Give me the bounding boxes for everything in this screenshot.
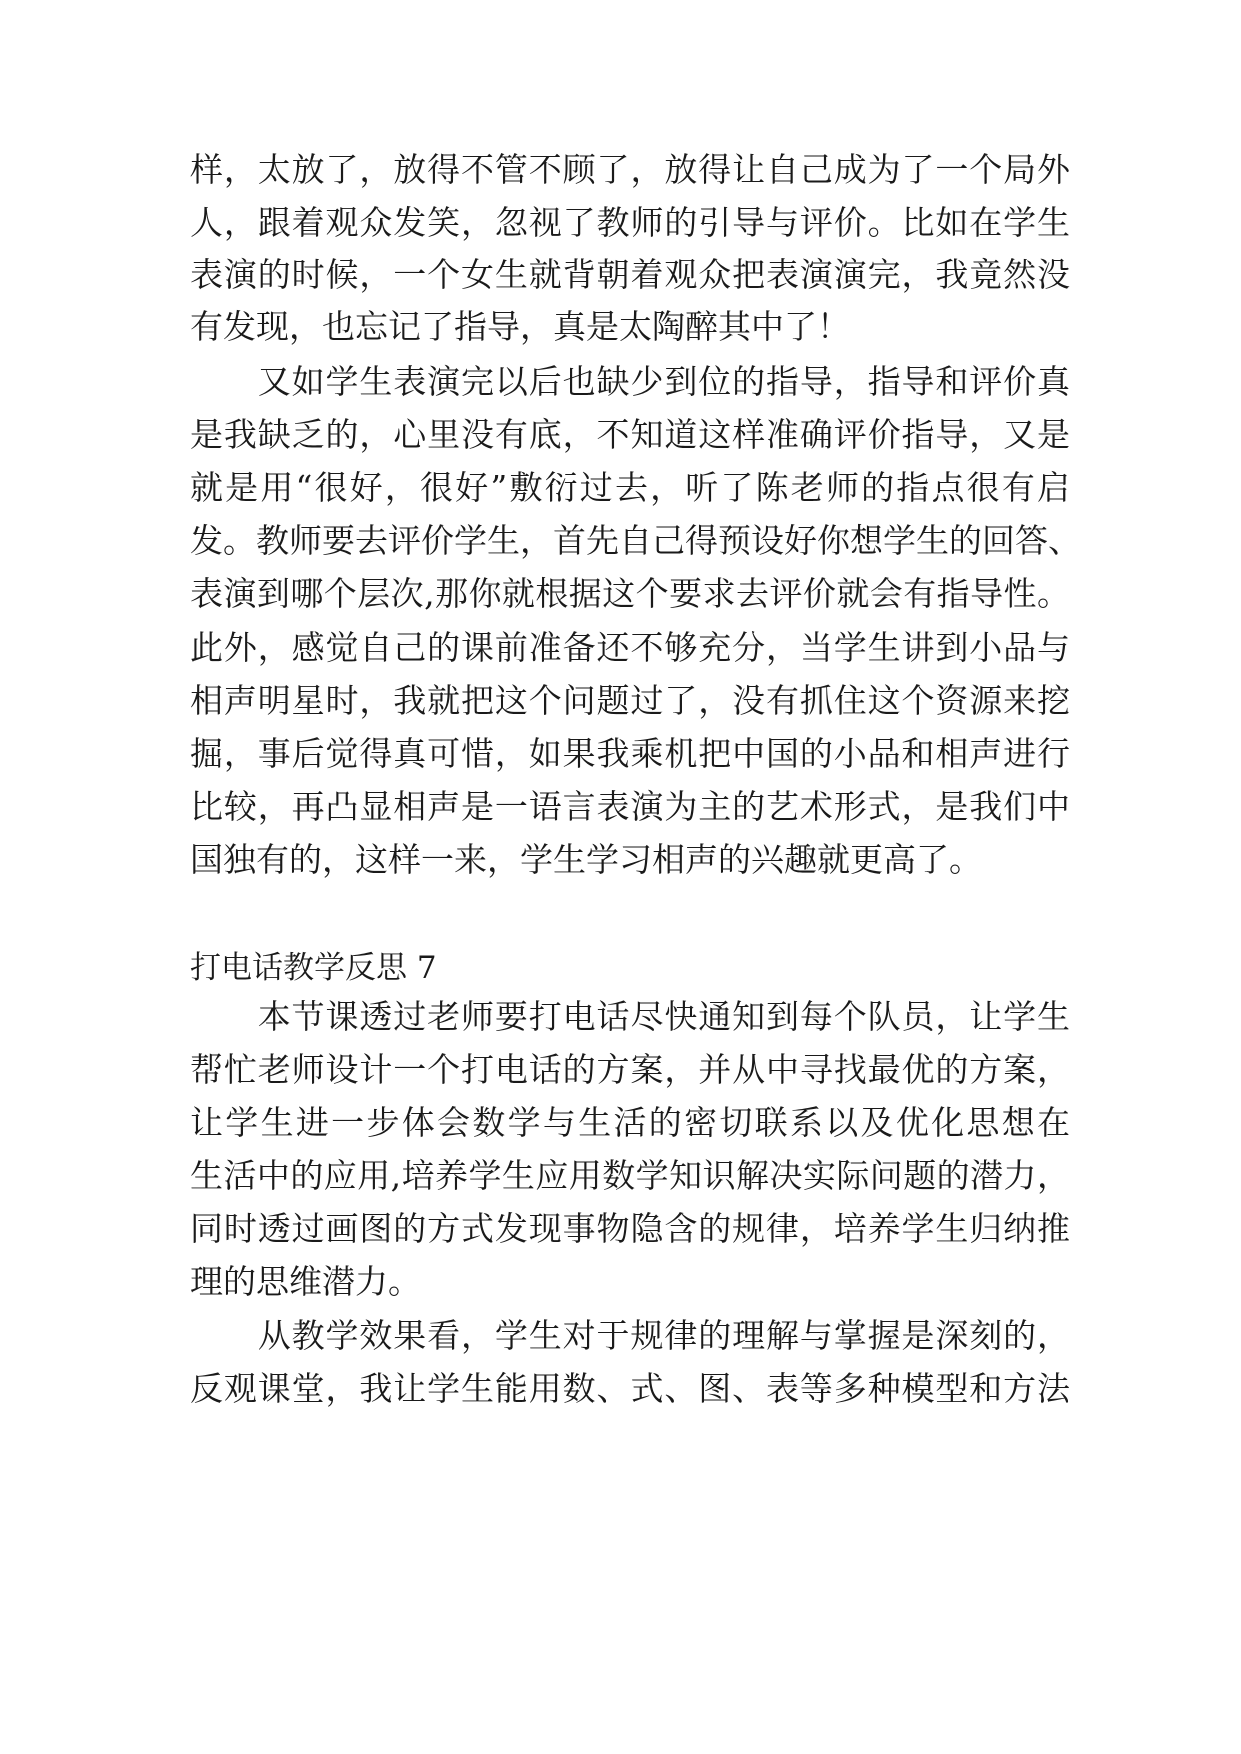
text-line: 从教学效果看，学生对于规律的理解与掌握是深刻的， [190,1316,1070,1355]
text-line: 表演到哪个层次,那你就根据这个要求去评价就会有指导性。 [190,574,1070,613]
text-line: 人，跟着观众发笑，忽视了教师的引导与评价。比如在学生 [190,203,1070,242]
text-line: 就是用“很好，很好”敷衍过去，听了陈老师的指点很有启 [190,468,1070,507]
text-line: 让学生进一步体会数学与生活的密切联系以及优化思想在 [190,1103,1070,1142]
text-line: 此外，感觉自己的课前准备还不够充分，当学生讲到小品与 [190,628,1070,667]
text-line: 国独有的，这样一来，学生学习相声的兴趣就更高了。 [190,840,982,879]
text-line: 发。教师要去评价学生，首先自己得预设好你想学生的回答、 [190,521,1081,560]
text-line: 有发现，也忘记了指导，真是太陶醉其中了！ [190,307,850,346]
text-line: 同时透过画图的方式发现事物隐含的规律，培养学生归纳推 [190,1209,1070,1248]
text-line: 样，太放了，放得不管不顾了，放得让自己成为了一个局外 [190,150,1070,189]
text-line: 生活中的应用,培养学生应用数学知识解决实际问题的潜力， [190,1156,1070,1195]
text-line: 表演的时候，一个女生就背朝着观众把表演演完，我竟然没 [190,255,1070,294]
text-line: 本节课透过老师要打电话尽快通知到每个队员，让学生 [190,997,1070,1036]
text-line: 又如学生表演完以后也缺少到位的指导，指导和评价真 [190,362,1070,401]
text-line: 相声明星时，我就把这个问题过了，没有抓住这个资源来挖 [190,681,1070,720]
text-line: 帮忙老师设计一个打电话的方案，并从中寻找最优的方案， [190,1050,1070,1089]
text-line: 比较，再凸显相声是一语言表演为主的艺术形式，是我们中 [190,787,1070,826]
text-line: 是我缺乏的，心里没有底，不知道这样准确评价指导，又是 [190,415,1070,454]
text-line: 反观课堂，我让学生能用数、式、图、表等多种模型和方法 [190,1369,1070,1408]
section-heading: 打电话教学反思 7 [190,950,437,986]
text-line: 掘，事后觉得真可惜，如果我乘机把中国的小品和相声进行 [190,734,1070,773]
text-line: 理的思维潜力。 [190,1262,421,1301]
